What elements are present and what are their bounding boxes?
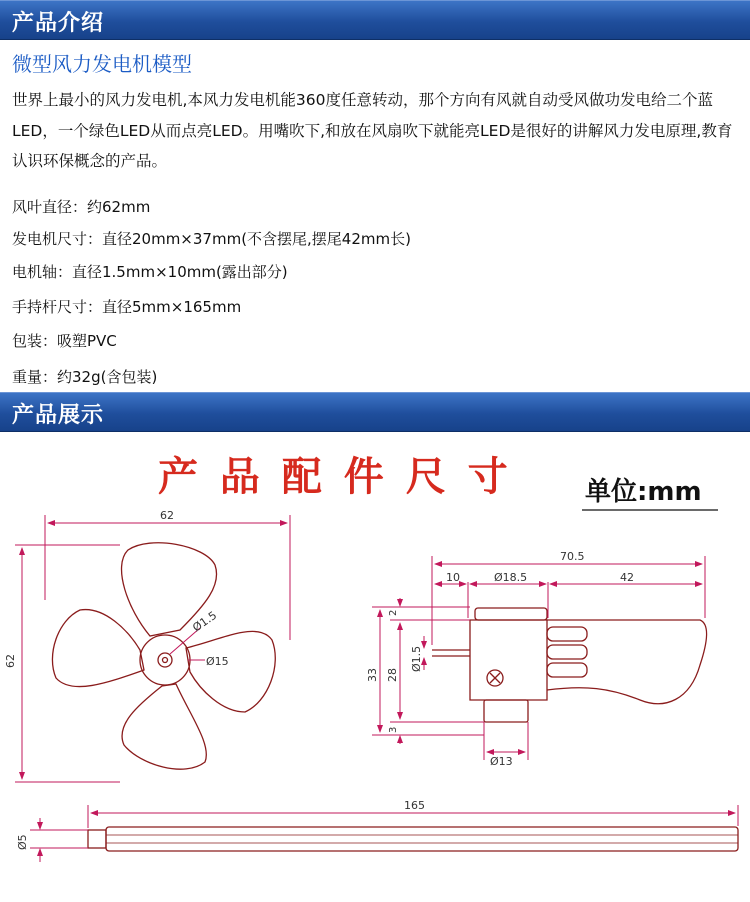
generator-icon — [432, 608, 707, 722]
fan-height-label: 62 — [4, 654, 17, 668]
gen-bottom-label: 3 — [388, 726, 399, 733]
gen-seg2-label: Ø18.5 — [494, 571, 528, 584]
gen-height-mid-label: 28 — [386, 668, 399, 682]
rod-diameter-label: Ø5 — [16, 834, 29, 850]
gen-shaft-label: Ø1.5 — [410, 645, 423, 672]
gen-top-label: 2 — [388, 609, 399, 616]
spec-line: 重量：约32g(含包装) — [12, 368, 158, 386]
product-name: 微型风力发电机模型 — [12, 52, 192, 76]
hub-outer-label: Ø15 — [206, 655, 229, 668]
section-header-intro — [0, 0, 750, 40]
gen-base-label: Ø13 — [490, 755, 513, 768]
spec-line: 发电机尺寸：直径20mm×37mm(不含摆尾,摆尾42mm长) — [12, 230, 411, 248]
fan-width-label: 62 — [160, 509, 174, 522]
gen-total-label: 70.5 — [560, 550, 585, 563]
section-title: 产品介绍 — [12, 11, 105, 36]
gen-seg1-label: 10 — [446, 571, 460, 584]
section-title: 产品展示 — [12, 403, 105, 428]
spec-line: 电机轴：直径1.5mm×10mm(露出部分) — [12, 263, 288, 281]
spec-line: 手持杆尺寸：直径5mm×165mm — [12, 298, 242, 316]
product-description: 世界上最小的风力发电机,本风力发电机能360度任意转动，那个方向有风就自动受风做功发电给二个蓝LED，一个绿色LED从而点亮LED。用嘴吹下,和放在风扇吹下就能亮LED是很好的讲解风力发电原理,教育认识环保概念的产品。 — [12, 91, 733, 170]
diagram-unit: 单位:mm — [585, 477, 702, 507]
diagram-title: 产 品 配 件 尺 寸 — [158, 454, 512, 500]
gen-height-total-label: 33 — [366, 668, 379, 682]
spec-line: 包装：吸塑PVC — [12, 332, 117, 350]
rod-length-label: 165 — [404, 799, 425, 812]
fan-blade-icon — [52, 543, 275, 769]
spec-line: 风叶直径：约62mm — [12, 198, 151, 216]
section-header-display — [0, 392, 750, 432]
hub-inner-label: Ø1.5 — [190, 608, 220, 635]
handle-rod-icon — [88, 827, 738, 851]
dimension-diagram — [0, 430, 750, 902]
gen-seg3-label: 42 — [620, 571, 634, 584]
